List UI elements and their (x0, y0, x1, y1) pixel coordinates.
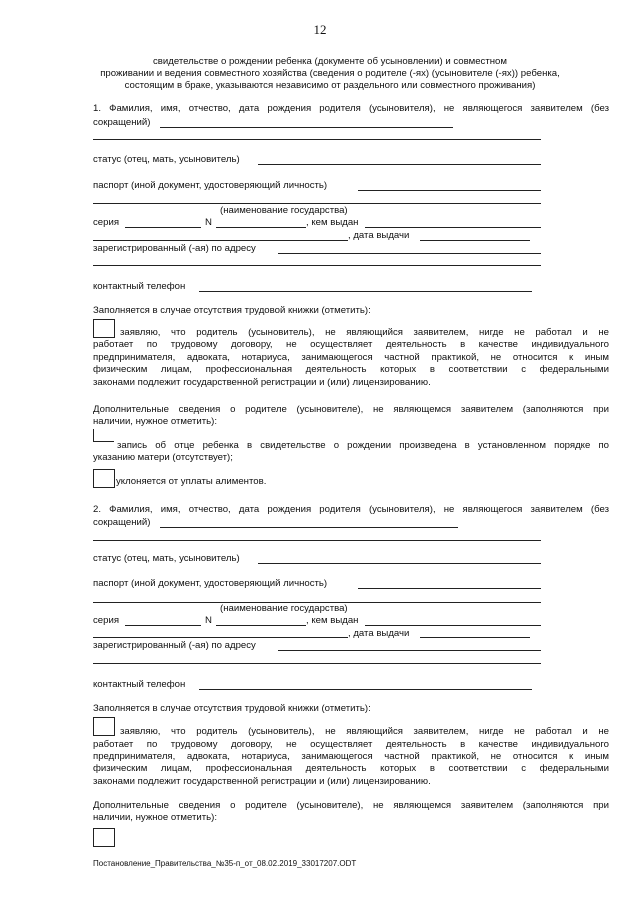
parent-2-issued-by-field-2[interactable] (93, 637, 348, 638)
parent-1-address-field[interactable] (278, 253, 541, 254)
parent-2-issue-date-field[interactable] (420, 637, 530, 638)
parent-1-additional-info-cont: наличии, нужное отметить): (93, 416, 218, 427)
parent-1-issue-date-field[interactable] (420, 240, 530, 241)
parent-1-alimony-checkbox[interactable] (93, 469, 115, 488)
intro-line-2: проживании и ведения совместного хозяйства (сведения о родителе (-ях) (усыновителе (-ях)) ребенка, (100, 68, 560, 79)
parent-2-phone-field[interactable] (199, 689, 532, 690)
parent-2-declaration-line-1: заявляю, что родитель (усыновитель), не являющийся заявителем, нигде не работал и не (120, 726, 609, 737)
parent-1-passport-label: паспорт (иной документ, удостоверяющий личность) (93, 180, 328, 191)
parent-2-address-field-2[interactable] (93, 663, 541, 664)
parent-1-title: 1. Фамилия, имя, отчество, дата рождения родителя (усыновителя), не являющегося заявителем (без (93, 103, 609, 114)
parent-2-father-record-checkbox[interactable] (93, 828, 115, 847)
parent-1-father-record-checkbox[interactable] (93, 429, 114, 442)
page-number: 12 (313, 22, 327, 37)
parent-2-additional-info: Дополнительные сведения о родителе (усыновителе), не являющемся заявителем (заполняются при (93, 800, 609, 811)
parent-1-alimony-label: уклоняется от уплаты алиментов. (116, 476, 267, 487)
parent-1-phone-field[interactable] (199, 291, 532, 292)
parent-1-additional-info: Дополнительные сведения о родителе (усыновителе), не являющемся заявителем (заполняются при (93, 404, 609, 415)
parent-2-status-label: статус (отец, мать, усыновитель) (93, 553, 240, 564)
parent-1-declaration-line-5: законами подлежит государственной регистрации и (или) лицензированию. (93, 377, 431, 388)
parent-2-additional-info-cont: наличии, нужное отметить): (93, 812, 218, 823)
parent-1-declaration-line-2: работает по трудовому договору, не осуществляет деятельность в качестве индивидуального (93, 339, 609, 350)
parent-1-status-field[interactable] (258, 164, 541, 165)
parent-1-country-hint: (наименование государства) (220, 205, 348, 216)
parent-1-address-field-2[interactable] (93, 265, 541, 266)
parent-1-series-label: серия (93, 217, 120, 228)
parent-1-number-field[interactable] (216, 227, 306, 228)
parent-2-no-work-book-label: Заполняется в случае отсутствия трудовой книжки (отметить): (93, 703, 371, 714)
parent-1-status-label: статус (отец, мать, усыновитель) (93, 154, 240, 165)
parent-2-country-hint: (наименование государства) (220, 603, 348, 614)
intro-line-1: свидетельстве о рождении ребенка (документе об усыновлении) и совместном (153, 56, 507, 67)
parent-1-title-cont: сокращений) (93, 117, 151, 128)
parent-1-declaration-line-1: заявляю, что родитель (усыновитель), не являющийся заявителем, нигде не работал и не (120, 327, 609, 338)
parent-2-declaration-line-2: работает по трудовому договору, не осуществляет деятельность в качестве индивидуального (93, 739, 609, 750)
parent-2-passport-label: паспорт (иной документ, удостоверяющий личность) (93, 578, 328, 589)
parent-2-issued-by-label: , кем выдан (306, 615, 359, 626)
parent-2-title: 2. Фамилия, имя, отчество, дата рождения родителя (усыновителя), не являющегося заявителем (без (93, 504, 609, 515)
parent-1-address-label: зарегистрированный (-ая) по адресу (93, 243, 256, 254)
parent-1-passport-field[interactable] (358, 190, 541, 191)
parent-2-declaration-line-5: законами подлежит государственной регистрации и (или) лицензированию. (93, 776, 431, 787)
parent-1-number-label: N (205, 217, 212, 228)
parent-1-issue-date-label: , дата выдачи (348, 230, 410, 241)
parent-1-fullname-field-2[interactable] (93, 139, 541, 140)
parent-2-number-label: N (205, 615, 212, 626)
parent-2-issued-by-field[interactable] (365, 625, 541, 626)
parent-1-issued-by-field[interactable] (365, 227, 541, 228)
parent-1-phone-label: контактный телефон (93, 281, 186, 292)
parent-1-father-record-line-1: запись об отце ребенка в свидетельстве о рождении произведена в установленном порядке по (117, 440, 609, 451)
parent-1-father-record-line-2: указанию матери (отсутствует); (93, 452, 233, 463)
parent-2-number-field[interactable] (216, 625, 306, 626)
parent-2-address-field[interactable] (278, 650, 541, 651)
parent-2-title-cont: сокращений) (93, 517, 151, 528)
parent-1-no-work-book-label: Заполняется в случае отсутствия трудовой книжки (отметить): (93, 305, 371, 316)
parent-2-status-field[interactable] (258, 563, 541, 564)
parent-2-declaration-checkbox[interactable] (93, 717, 115, 736)
parent-2-series-label: серия (93, 615, 120, 626)
footer-filename: Постановление_Правительства_№35-п_от_08.02.2019_33017207.ODT (93, 859, 357, 868)
parent-2-fullname-field[interactable] (160, 527, 458, 528)
parent-1-fullname-field[interactable] (160, 127, 453, 128)
parent-1-declaration-line-4: физическим лицам, профессиональная деятельность которых в соответствии с федеральными (93, 364, 609, 375)
parent-2-issue-date-label: , дата выдачи (348, 628, 410, 639)
intro-line-3: состоящим в браке, указываются независимо от раздельного или совместного проживания) (124, 80, 536, 91)
parent-2-declaration-line-3: предпринимателя, адвоката, нотариуса, занимающегося частной практикой, не относится к иным (93, 751, 609, 762)
parent-2-fullname-field-2[interactable] (93, 540, 541, 541)
parent-2-passport-field[interactable] (358, 588, 541, 589)
parent-1-declaration-line-3: предпринимателя, адвоката, нотариуса, занимающегося частной практикой, не относится к иным (93, 352, 609, 363)
parent-2-phone-label: контактный телефон (93, 679, 186, 690)
parent-2-series-field[interactable] (125, 625, 201, 626)
parent-2-declaration-line-4: физическим лицам, профессиональная деятельность которых в соответствии с федеральными (93, 763, 609, 774)
parent-1-issued-by-field-2[interactable] (93, 240, 348, 241)
parent-1-country-field[interactable] (93, 203, 541, 204)
parent-2-address-label: зарегистрированный (-ая) по адресу (93, 640, 256, 651)
parent-1-series-field[interactable] (125, 227, 201, 228)
parent-1-issued-by-label: , кем выдан (306, 217, 359, 228)
parent-1-declaration-checkbox[interactable] (93, 319, 115, 338)
